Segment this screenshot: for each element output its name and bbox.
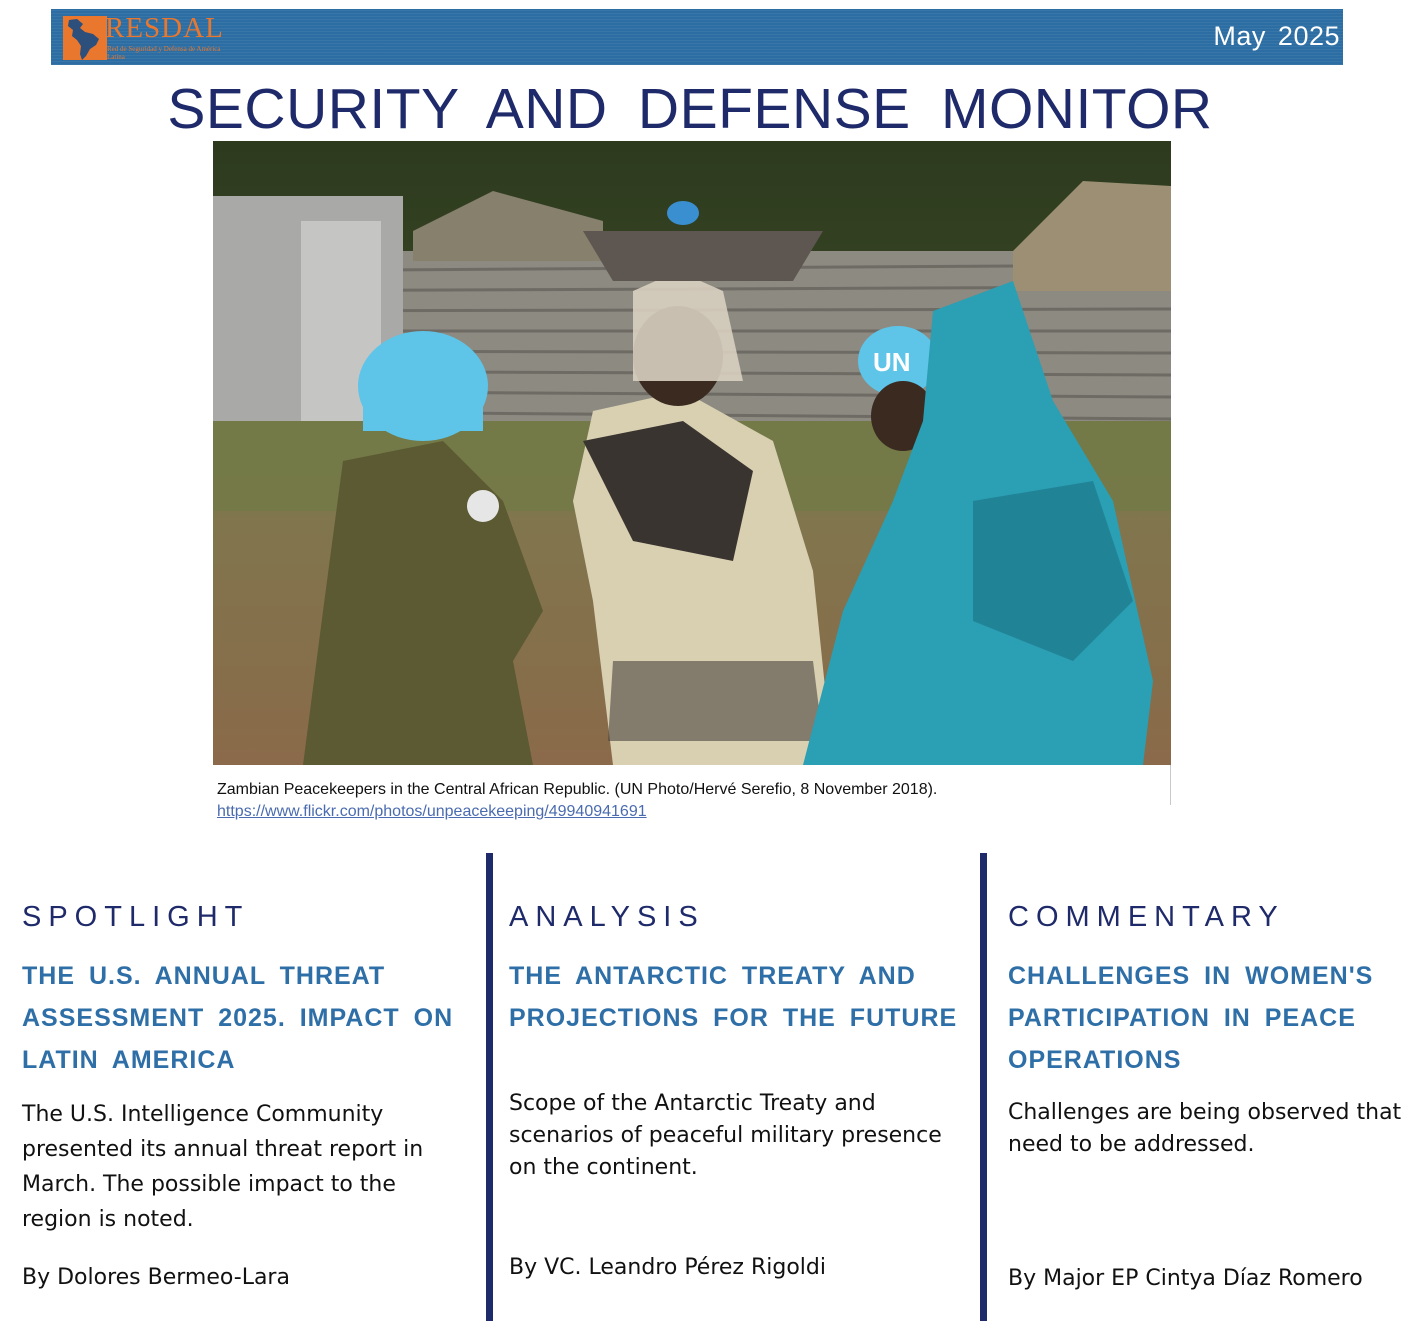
un-helmet-text: UN: [873, 347, 911, 377]
section-label: SPOTLIGHT: [22, 901, 250, 933]
column-divider: [980, 853, 987, 1321]
article-summary: Challenges are being observed that need to be addressed.: [1008, 1100, 1402, 1157]
logo-tagline: Red de Seguridad y Defensa de América Latina: [107, 45, 221, 61]
column-divider: [486, 853, 493, 1321]
article-byline: By VC. Leandro Pérez Rigoldi: [509, 1255, 826, 1280]
section-label: ANALYSIS: [509, 901, 705, 933]
section-label: COMMENTARY: [1008, 901, 1285, 933]
cover-photo: [213, 141, 1171, 765]
article-headline[interactable]: CHALLENGES IN WOMEN'S PARTICIPATION IN PEACE OPERATIONS: [1008, 962, 1374, 1074]
header-banner: [51, 9, 1343, 65]
article-headline[interactable]: THE ANTARCTIC TREATY AND PROJECTIONS FOR THE FUTURE: [509, 962, 958, 1032]
article-summary: Scope of the Antarctic Treaty and scenarios of peaceful military presence on the continent.: [509, 1091, 942, 1180]
article-byline: By Major EP Cintya Díaz Romero: [1008, 1266, 1363, 1291]
article-byline: By Dolores Bermeo-Lara: [22, 1265, 290, 1290]
issue-date: May 2025: [1213, 21, 1340, 51]
caption-rule: [1170, 765, 1171, 805]
article-summary: The U.S. Intelligence Community presented its annual threat report in March. The possible impact to the region is noted.: [22, 1102, 424, 1232]
photo-source-link[interactable]: https://www.flickr.com/photos/unpeacekeeping/49940941691: [217, 803, 647, 820]
resdal-logo[interactable]: [61, 12, 241, 62]
logo-text: RESDAL: [105, 12, 224, 44]
article-headline[interactable]: THE U.S. ANNUAL THREAT ASSESSMENT 2025. IMPACT ON LATIN AMERICA: [22, 962, 454, 1074]
latin-america-map-icon: [63, 16, 107, 60]
photo-caption: Zambian Peacekeepers in the Central African Republic. (UN Photo/Hervé Serefio, 8 November 2018).: [217, 781, 938, 798]
page-title: SECURITY AND DEFENSE MONITOR: [167, 77, 1213, 141]
